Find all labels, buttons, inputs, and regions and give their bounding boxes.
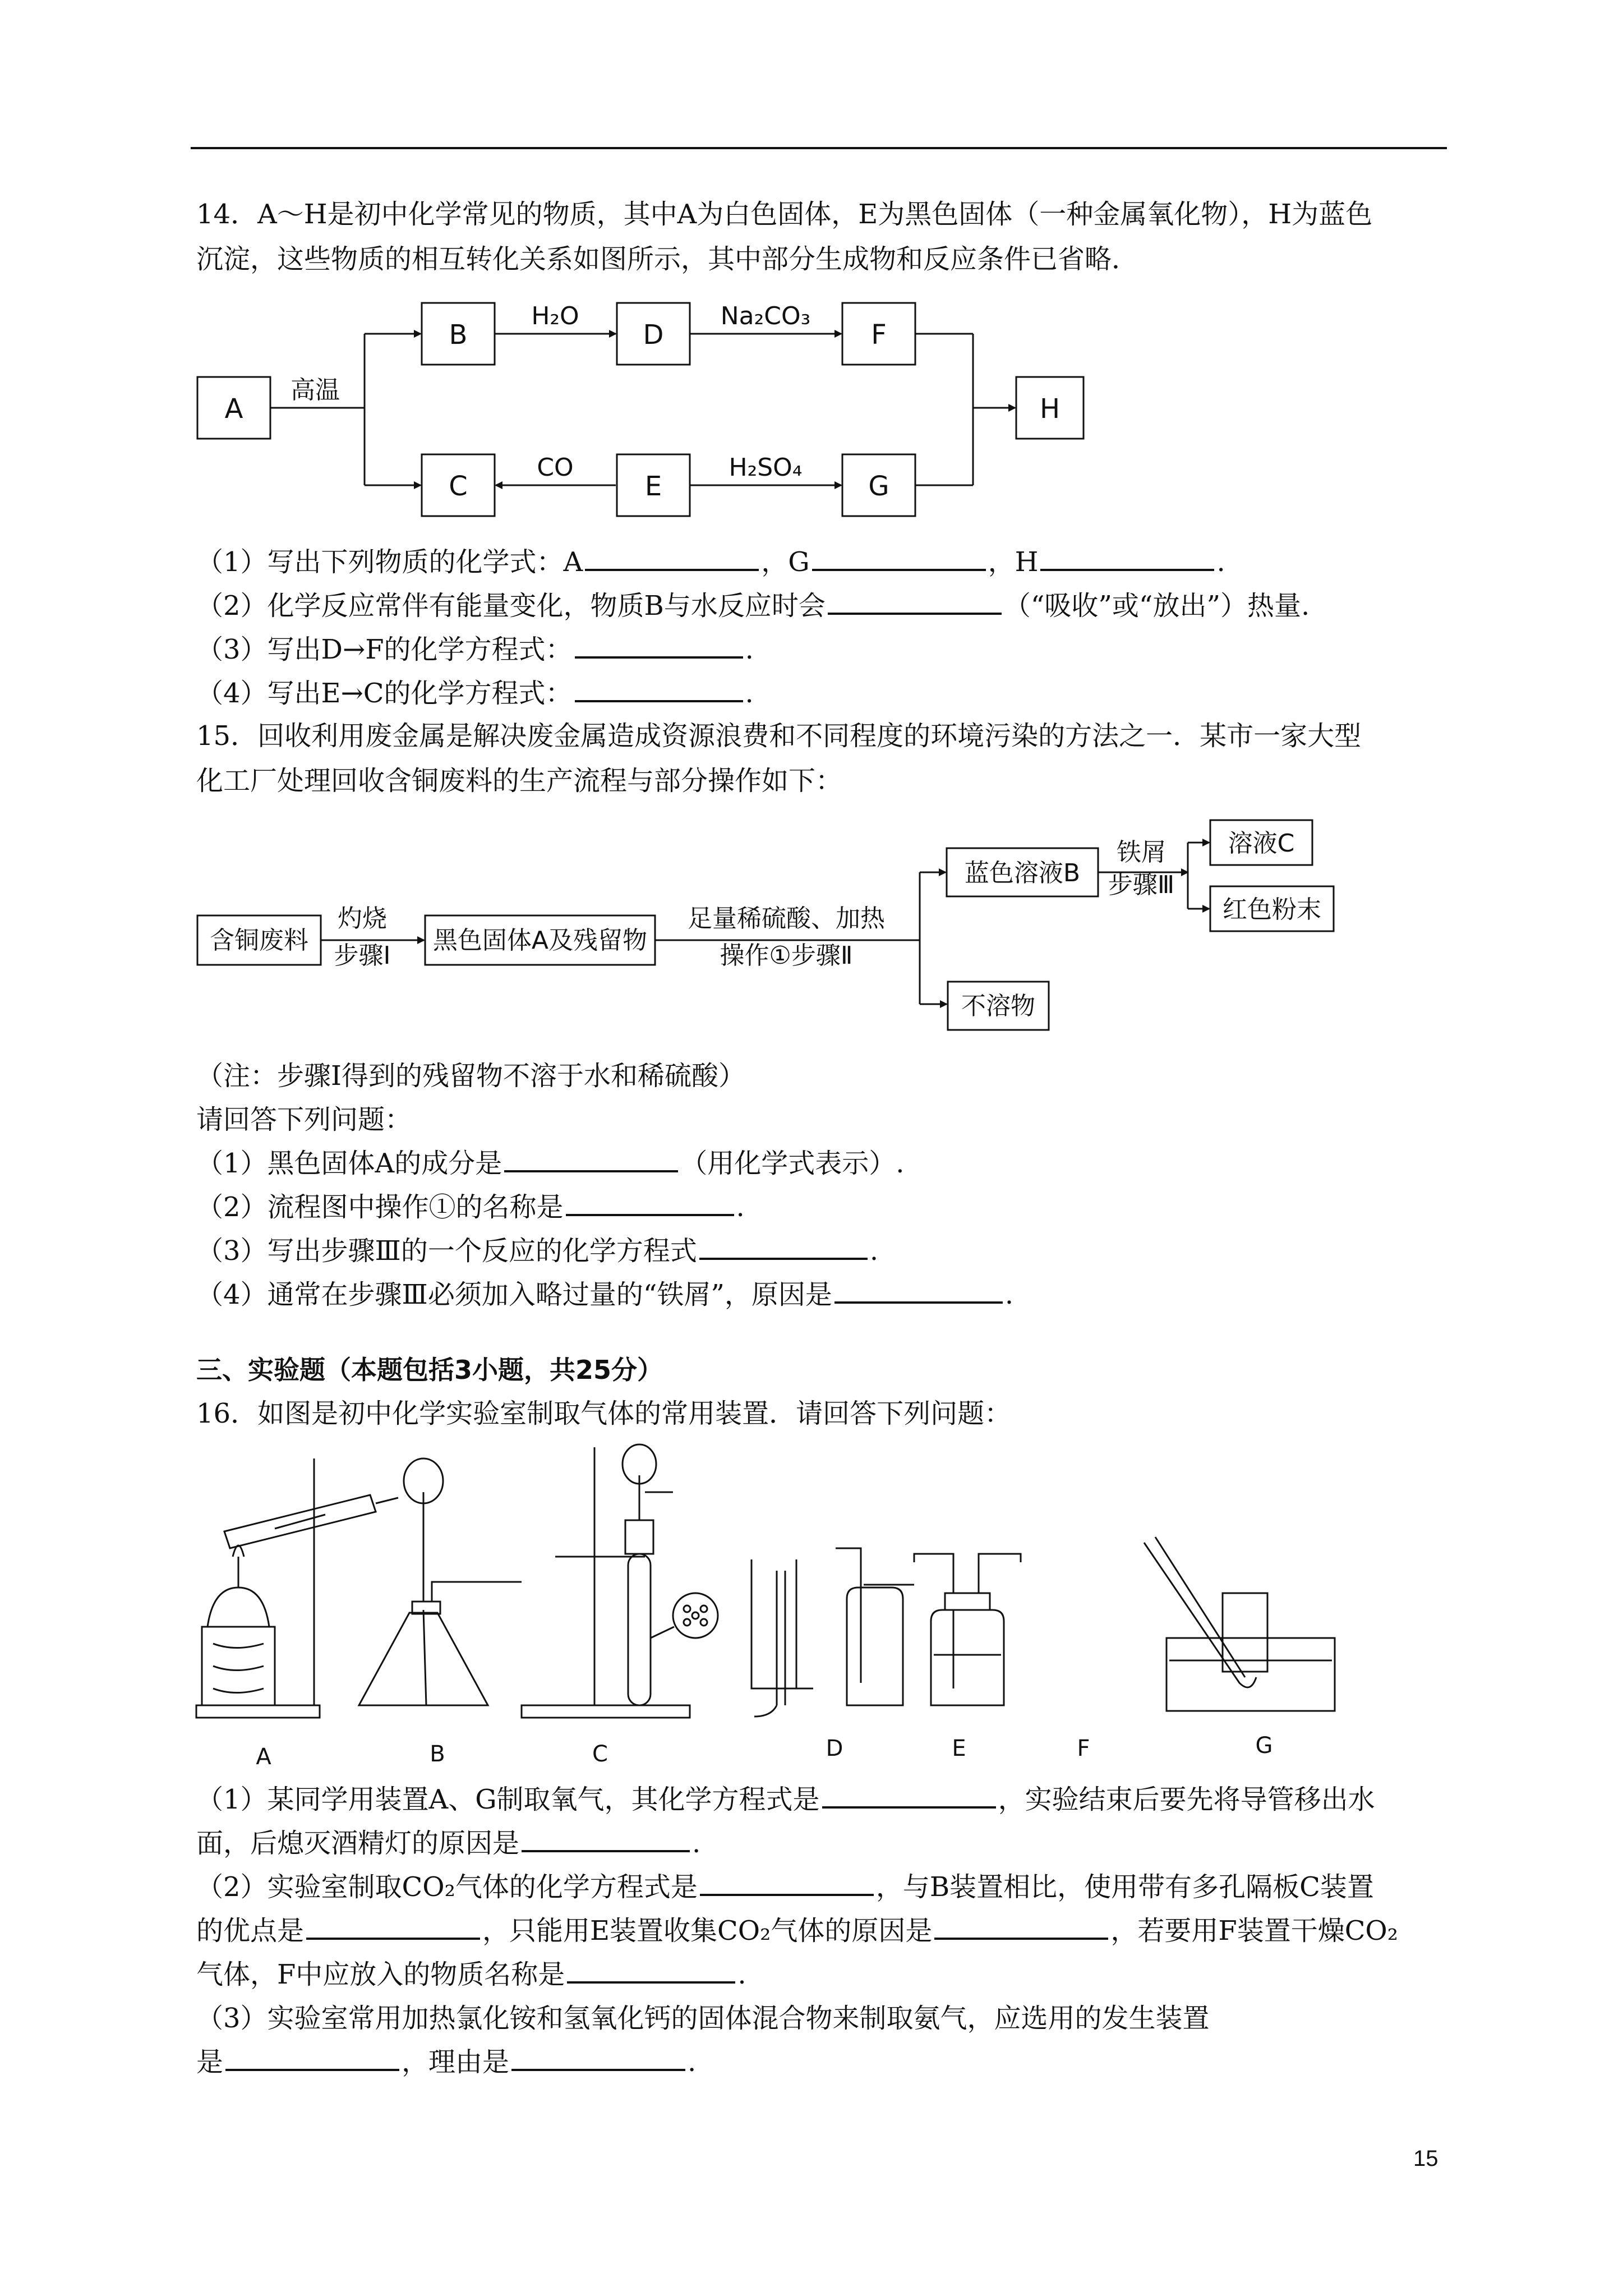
label-h2so4: H₂SO₄: [728, 453, 803, 482]
q14-sub2: （2）化学反应常伴有能量变化，物质B与水反应时会 （“吸收”或“放出”）热量.: [196, 583, 1310, 628]
label-co: CO: [537, 453, 574, 482]
q15-diagram: [191, 808, 1357, 1043]
page-number: 15: [1413, 2146, 1438, 2171]
label-na2co3: Na₂CO₃: [720, 302, 811, 330]
node-C: C: [449, 471, 468, 502]
label-iron: 铁屑: [1117, 838, 1166, 867]
label-step3: 步骤Ⅲ: [1108, 871, 1175, 899]
q15-note: （注：步骤Ⅰ得到的残留物不溶于水和稀硫酸）: [196, 1060, 745, 1092]
node-blue-solution: 蓝色溶液B: [964, 859, 1081, 887]
q14-stem-line2: 沉淀，这些物质的相互转化关系如图所示，其中部分生成物和反应条件已省略．: [196, 243, 1139, 275]
q15-sub4: （4）通常在步骤Ⅲ必须加入略过量的“铁屑”，原因是 .: [196, 1272, 1013, 1317]
label-apparatus-d: D: [826, 1736, 843, 1761]
node-B: B: [449, 319, 468, 351]
label-apparatus-f: F: [1077, 1736, 1090, 1761]
q14-sub4: （4）写出E→C的化学方程式： .: [196, 671, 754, 716]
label-apparatus-c: C: [592, 1741, 608, 1767]
node-F: F: [871, 319, 887, 351]
node-red-powder: 红色粉末: [1223, 895, 1321, 924]
label-op: 操作①步骤Ⅱ: [720, 941, 853, 970]
apparatus-f: [914, 1554, 1021, 1705]
section-3-heading: 三、实验题（本题包括3小题，共25分）: [196, 1355, 663, 1385]
node-insoluble: 不溶物: [961, 992, 1035, 1020]
node-E: E: [644, 471, 662, 502]
q16-apparatus: [191, 1442, 1413, 1789]
q14-sub3: （3）写出D→F的化学方程式： .: [196, 627, 754, 672]
label-apparatus-b: B: [430, 1741, 445, 1767]
q14-sub1: （1）写出下列物质的化学式：A ，G ，H .: [196, 540, 1225, 585]
q16-sub3-line1: （3）实验室常用加热氯化铵和氢氧化钙的固体混合物来制取氨气，应选用的发生装置: [196, 2003, 1210, 2034]
q16-sub1-line1: （1）某同学用装置A、G制取氧气，其化学方程式是 ，实验结束后要先将导管移出水: [196, 1777, 1375, 1822]
node-G: G: [868, 471, 889, 502]
q15-sub3: （3）写出步骤Ⅲ的一个反应的化学方程式 .: [196, 1228, 878, 1273]
q15-ask: 请回答下列问题：: [196, 1104, 412, 1135]
node-A: A: [224, 393, 243, 425]
apparatus-b: [359, 1458, 522, 1705]
q16-sub2-line3: 气体，F中应放入的物质名称是 .: [196, 1952, 746, 1997]
q14-diagram: [191, 292, 1099, 527]
label-acid: 足量稀硫酸、加热: [688, 904, 885, 933]
node-D: D: [643, 319, 664, 351]
apparatus-c: [522, 1444, 718, 1718]
header-rule: [191, 147, 1447, 149]
apparatus-g: [1144, 1537, 1335, 1711]
node-solution-c: 溶液C: [1228, 829, 1295, 858]
label-h2o: H₂O: [531, 302, 579, 330]
label-burn: 灼烧: [338, 904, 387, 933]
label-apparatus-e: E: [952, 1736, 966, 1761]
node-H: H: [1039, 393, 1061, 425]
label-apparatus-a: A: [256, 1744, 271, 1770]
apparatus-a: [196, 1458, 398, 1718]
q15-stem-line1: 15．回收利用废金属是解决废金属造成资源浪费和不同程度的环境污染的方法之一．某市一家大型: [196, 720, 1362, 752]
q16-sub3-line2: 是 ，理由是 .: [196, 2040, 696, 2085]
q15-sub2: （2）流程图中操作①的名称是 .: [196, 1185, 745, 1230]
node-black-solid: 黑色固体A及残留物: [432, 926, 648, 955]
q16-sub1-line2: 面，后熄灭酒精灯的原因是 .: [196, 1821, 700, 1866]
label-step1: 步骤Ⅰ: [334, 941, 391, 970]
apparatus-e: [836, 1548, 914, 1705]
q16-sub2-line2: 的优点是 ，只能用E装置收集CO₂气体的原因是 ，若要用F装置干燥CO₂: [196, 1908, 1398, 1953]
q15-sub1: （1）黑色固体A的成分是 （用化学式表示）.: [196, 1141, 904, 1186]
label-apparatus-g: G: [1255, 1733, 1273, 1759]
label-gaowen: 高温: [291, 376, 340, 404]
q14-stem-line1: 14．A～H是初中化学常见的物质，其中A为白色固体，E为黑色固体（一种金属氧化物），H为蓝色: [196, 199, 1373, 230]
node-waste: 含铜废料: [210, 926, 308, 955]
q16-stem: 16．如图是初中化学实验室制取气体的常用装置．请回答下列问题：: [196, 1398, 1012, 1429]
q15-stem-line2: 化工厂处理回收含铜废料的生产流程与部分操作如下：: [196, 765, 843, 797]
q16-sub2-line1: （2）实验室制取CO₂气体的化学方程式是 ，与B装置相比，使用带有多孔隔板C装置: [196, 1865, 1374, 1910]
apparatus-d: [751, 1559, 813, 1717]
